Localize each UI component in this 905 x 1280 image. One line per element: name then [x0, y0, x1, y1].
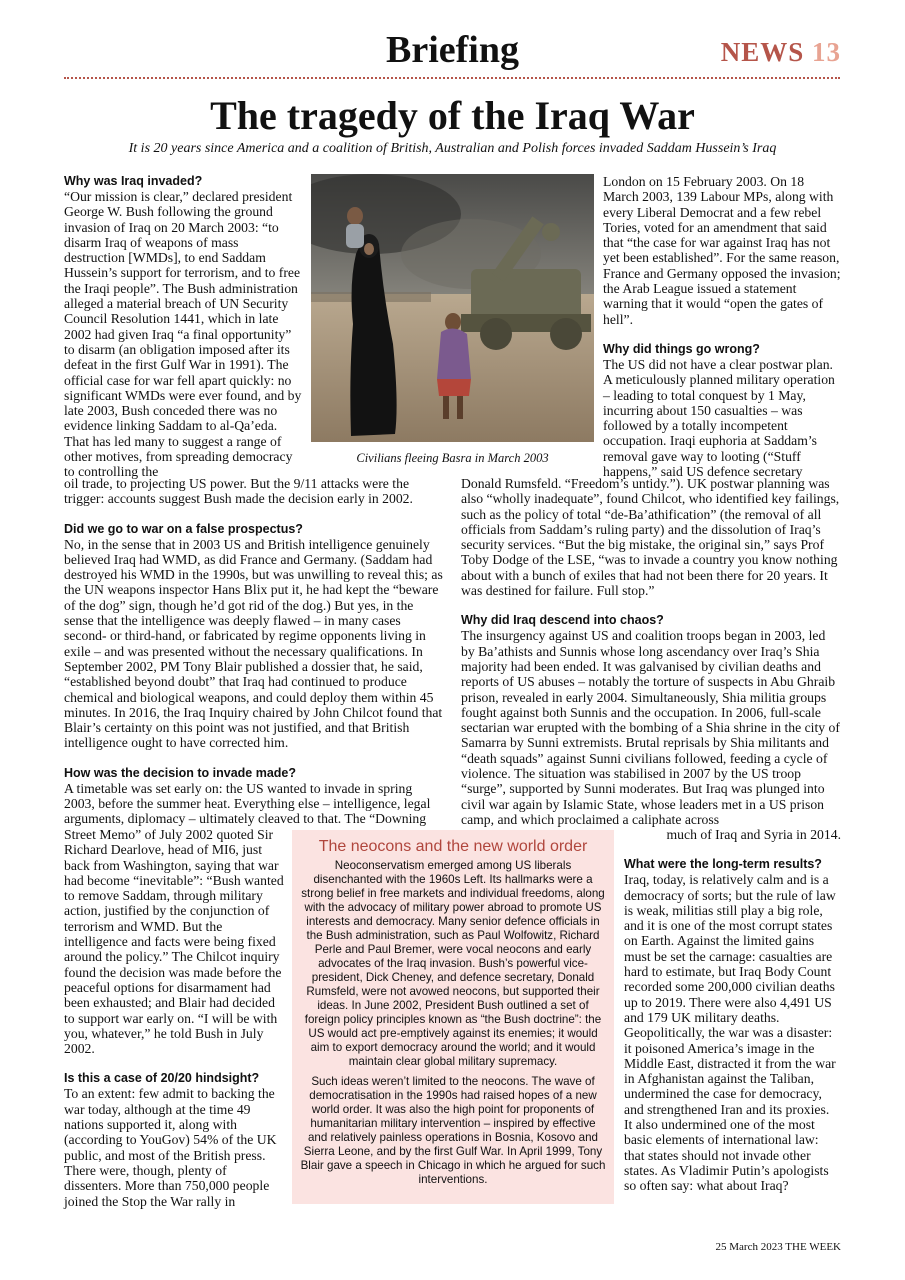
why-invaded-body-end: oil trade, to projecting US power. But the 9/11 attacks were the trigger: accounts suggest Bush made the decision early in 2002. [64, 476, 413, 507]
section-title: Briefing [386, 29, 519, 71]
decision-body-end: Street Memo” of July 2002 quoted Sir Richard Dearlove, head of MI6, just back from Washington, saying that war had become “inevitable”: “Bush wanted to remove Saddam, through military action, justified by the conjunction of terrorism and WMD. But the intelligence and facts were being fixed around the policy.” The Chilcot inquiry found the decision was made before the peaceful options for disarmament had been exhausted; and Blair had decided to support war early on. “I will be with you, whatever,” he told Bush in July 2002. [64, 827, 284, 1057]
headline: The tragedy of the Iraq War [210, 93, 695, 138]
standfirst: It is 20 years since America and a coalition of British, Australian and Polish forces invaded Saddam Hussein’s Iraq [128, 141, 777, 156]
why-invaded-heading: Why was Iraq invaded? [64, 174, 203, 188]
footer-publication: THE WEEK [785, 1241, 841, 1253]
chaos-heading: Why did Iraq descend into chaos? [461, 613, 664, 628]
news-photo [311, 174, 594, 442]
page-number: 13 [812, 37, 841, 67]
false-prospectus-body: No, in the sense that in 2003 US and British intelligence genuinely believed Iraq had WMD, as did France and Germany. (Saddam had destroyed his WMD in the 1990s, but was unwilling to reveal this; as the UN weapons inspector Hans Blix put it, he had kept the “beware of the dog” sign, though he’d got rid of the dog.) But yes, in the sense that the intelligence was deeply flawed – in many cases second- or third-hand, or fabricated by regime opponents living in exile – and was presented without the necessary qualifications. In September 2002, PM Tony Blair published a dossier that, he said, “established beyond doubt” that Iraq had continued to produce chemical and biological weapons, and could deploy them within 45 minutes. In 2016, the Iraq Inquiry chaired by John Chilcot found that Blair’s certainty on this point was not justified, and that British intelligence ought to have corrected him. [64, 536, 443, 751]
news-label: NEWS [720, 37, 805, 67]
news-page-label [721, 37, 841, 68]
decision-body: A timetable was set early on: the US wanted to invade in spring 2003, before the summer heat. Everything else – intelligence, legal arguments, diplomacy – ultimately cleaved to that. The “Downing [64, 780, 431, 827]
wrong-body-end: Donald Rumsfeld. “Freedom’s untidy.”). UK postwar planning was also “wholly inadequate”, found Chilcot, who identified key failings, such as the policy of total “de-Ba’athification” (the removal of all officials from Saddam’s ruling party) and the dissolution of Iraq’s security services. “But the big mistake, the original sin,” says Prof Toby Dodge of the LSE, “was to invade a country you know nothing about with a bunch of exiles that had not been there for 20 years. It was destined for failure. Full stop.” [461, 476, 840, 599]
footer-date: 25 March 2023 [715, 1241, 783, 1253]
header-divider [64, 77, 840, 79]
hindsight-heading: Is this a case of 20/20 hindsight? [64, 1071, 260, 1086]
photo-caption: Civilians fleeing Basra in March 2003 [356, 451, 549, 465]
hindsight-body: To an extent: few admit to backing the war today, although at the time 49 nations supported it, along with (according to YouGov) 54% of the UK public, and most of the British press. There were, though, plenty of dissenters. More than 750,000 people joined the Stop the War rally in [64, 1086, 277, 1209]
london-body: London on 15 February 2003. On 18 March 2003, 139 Labour MPs, along with every Liberal Democrat and a few rebel Tories, voted for an amendment that said that “the case for war against Iraq has not yet been established”. For the same reason, France and Germany opposed the invasion; the Arab League issued a statement warning that it would “open the gates of hell”. [603, 174, 841, 327]
chaos-body-end: much of Iraq and Syria in 2014. [666, 827, 841, 842]
sidebar-title: The neocons and the new world order [318, 838, 588, 855]
wrong-body: The US did not have a clear postwar plan. A meticulously planned military operation – leading to total conquest by 1 May, incurring about 150 casualties – was followed by a totally incompetent occupation. Iraqi euphoria at Saddam’s removal gave way to looting (“Stuff happens,” said US defence secretary [603, 356, 835, 480]
sidebar-paragraph-2: Such ideas weren’t limited to the neocons. The wave of democratisation in the 1990s had raised hopes of a new world order. It was also the high point for proponents of humanitarian military intervention – inspired by effective and relatively painless operations in Bosnia, Kosovo and Sierra Leone, and by the first Gulf War. In April 1999, Tony Blair gave a speech in Chicago in which he argued for such interventions. [300, 1075, 606, 1186]
why-invaded-section [64, 174, 302, 480]
wrong-heading: Why did things go wrong? [603, 341, 760, 356]
left-bottom-column [64, 827, 284, 1209]
photo-illustration [311, 174, 594, 442]
right-bottom-column [624, 827, 841, 1194]
neocons-sidebar [292, 830, 614, 1204]
right-top-column [603, 174, 841, 479]
sidebar-paragraph-1: Neoconservatism emerged among US liberals disenchanted with the 1960s Left. Its hallmarks were a strong belief in free markets and individual freedoms, along with the advocacy of military power abroad to promote US interests and democracy. Many senior defence officials in the Bush administration, such as Paul Wolfowitz, Richard Perle and Paul Bremer, were vocal neocons and early advocates of the Iraq invasion. Bush’s powerful vice-president, Dick Cheney, and defence secretary, Donald Rumsfeld, were not avowed neocons, but supported their ideas. In June 2002, President Bush outlined a set of foreign policy principles known as “the Bush doctrine”: the US would act pre-emptively against its enemies; it would aim to export democracy around the world; and it would maintain clear global military supremacy. [301, 859, 605, 1068]
decision-heading: How was the decision to invade made? [64, 765, 296, 780]
long-term-heading: What were the long-term results? [624, 857, 822, 872]
footer [716, 1241, 841, 1253]
left-wide-column [64, 476, 444, 827]
false-prospectus-heading: Did we go to war on a false prospectus? [64, 521, 303, 536]
long-term-body: Iraq, today, is relatively calm and is a democracy of sorts; but the rule of law is weak, militias still play a big role, and it is one of the most corrupt states on Earth. Against the limited gains must be set the carnage: casualties are hard to estimate, but Iraq Body Count recorded some 200,000 civilian deaths up to 2019. There were also 4,491 US and 179 UK military deaths. Geopolitically, the war was a disaster: it poisoned America’s image in the Middle East, distracted it from the war in Afghanistan against the Taliban, undermined the case for democracy, and strengthened Iran and its proxies. It also undermined one of the most basic elements of international law: that states should not invade other states. As Vladimir Putin’s apologists so often say: what about Iraq? [624, 872, 836, 1194]
right-wide-column [461, 476, 841, 827]
chaos-body: The insurgency against US and coalition troops began in 2003, led by Ba’athists and Sunnis whose long ascendancy over Iraq’s Shia majority had been ended. It was galvanised by civilian deaths and reports of US abuses – notably the torture of suspects in Abu Ghraib prison, revealed in early 2004. Simultaneously, Shia militia groups fought against both Sunnis and the occupation. In 2006, full-scale sectarian war erupted with the bombing of a Shia shrine in the city of Samarra by Sunni extremists. Brutal reprisals by Shia militants and “death squads” against Sunni civilians followed, feeding a cycle of violence. The situation was stabilised in 2007 by the US troop “surge”, supported by Sunni moderates. But Iraq was plunged into civil war again by Islamic State, whose leaders met in a US prison camp, and which proclaimed a caliphate across [461, 628, 840, 827]
why-invaded-body: “Our mission is clear,” declared president George W. Bush following the ground invasion of Iraq on 20 March 2003: “to disarm Iraq of weapons of mass destruction [WMDs], to end Saddam Hussein’s support for terrorism, and to free the Iraqi people”. The Bush administration alleged a material breach of UN Security Council Resolution 1441, which in late 2002 had given Iraq “a final opportunity” to disarm (an obligation imposed after its defeat in the first Gulf War in 1991). The official case for war fell apart quickly: no significant WMDs were ever found, and by late 2003, Bush conceded there was no evidence linking Saddam to al-Qa’eda. That has led many to suggest a range of other motives, from spreading democracy to controlling the [64, 189, 302, 480]
